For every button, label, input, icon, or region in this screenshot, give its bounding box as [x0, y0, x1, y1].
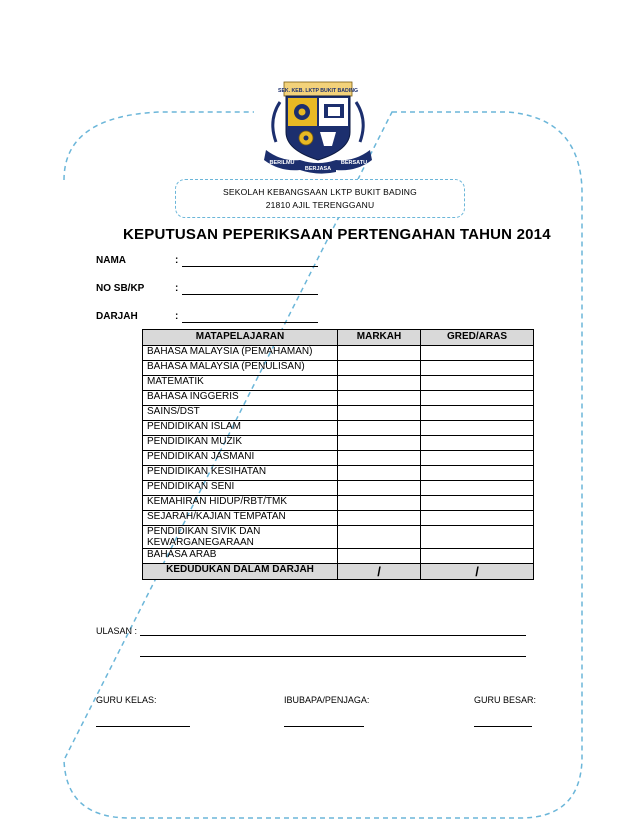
marks-cell[interactable] [338, 466, 421, 481]
marks-cell[interactable] [338, 496, 421, 511]
school-info-box [175, 179, 465, 218]
table-row [143, 406, 534, 421]
marks-cell[interactable] [338, 481, 421, 496]
name-colon: : [175, 255, 179, 266]
table-row [143, 436, 534, 451]
class-position-row [143, 564, 534, 580]
table-row [143, 549, 534, 564]
remarks-label: ULASAN : [96, 626, 138, 636]
grade-cell[interactable] [421, 436, 534, 451]
parent-label: IBUBAPA/PENJAGA: [284, 695, 370, 705]
class-teacher-label: GURU KELAS: [96, 695, 157, 705]
table-row [143, 526, 534, 549]
position-marks-cell[interactable]: / [338, 564, 421, 580]
subject-cell: BAHASA ARAB [143, 549, 338, 564]
school-crest-logo [262, 80, 374, 176]
headmaster-label: GURU BESAR: [474, 695, 537, 705]
subject-line-1: PENDIDIKAN SIVIK DAN [147, 526, 261, 537]
marks-cell[interactable] [338, 421, 421, 436]
marks-cell[interactable] [338, 436, 421, 451]
table-row [143, 361, 534, 376]
table-header-row [143, 330, 534, 346]
grade-cell[interactable] [421, 391, 534, 406]
subject-cell: BAHASA MALAYSIA (PENULISAN) [143, 361, 338, 376]
grade-cell[interactable] [421, 466, 534, 481]
grade-cell[interactable] [421, 481, 534, 496]
name-field[interactable] [182, 255, 318, 267]
svg-text:BERSATU: BERSATU [340, 160, 368, 166]
table-row [143, 481, 534, 496]
subject-cell: MATEMATIK [143, 376, 338, 391]
table-row [143, 421, 534, 436]
id-colon: : [175, 283, 179, 294]
table-row [143, 496, 534, 511]
subject-cell: BAHASA INGGERIS [143, 391, 338, 406]
table-row [143, 451, 534, 466]
subject-cell [143, 526, 338, 549]
table-row [143, 346, 534, 361]
grade-header: GRED/ARAS [421, 330, 534, 346]
class-teacher-signature-line[interactable] [96, 726, 190, 727]
subject-cell: SEJARAH/KAJIAN TEMPATAN [143, 511, 338, 526]
svg-text:BERILMU: BERILMU [269, 160, 295, 166]
id-label: NO SB/KP [96, 283, 145, 294]
remarks-line-1[interactable] [140, 626, 526, 636]
marks-header: MARKAH [338, 330, 421, 346]
headmaster-signature-line[interactable] [474, 726, 532, 727]
table-row [143, 466, 534, 481]
svg-text:BERJASA: BERJASA [304, 166, 332, 172]
class-field[interactable] [182, 311, 318, 323]
subject-cell: SAINS/DST [143, 406, 338, 421]
grade-cell[interactable] [421, 376, 534, 391]
class-colon: : [175, 311, 179, 322]
marks-cell[interactable] [338, 406, 421, 421]
remarks-line-2[interactable] [140, 647, 526, 657]
class-label: DARJAH [96, 311, 138, 322]
table-row [143, 511, 534, 526]
grade-cell[interactable] [421, 421, 534, 436]
marks-cell[interactable] [338, 391, 421, 406]
position-grade-cell[interactable]: / [421, 564, 534, 580]
marks-cell[interactable] [338, 451, 421, 466]
marks-cell[interactable] [338, 549, 421, 564]
grade-cell[interactable] [421, 549, 534, 564]
grade-cell[interactable] [421, 406, 534, 421]
subject-cell: BAHASA MALAYSIA (PEMAHAMAN) [143, 346, 338, 361]
grade-cell[interactable] [421, 346, 534, 361]
grade-cell[interactable] [421, 526, 534, 549]
parent-signature-line[interactable] [284, 726, 364, 727]
marks-cell[interactable] [338, 346, 421, 361]
subject-cell: PENDIDIKAN SENI [143, 481, 338, 496]
marks-cell[interactable] [338, 511, 421, 526]
subject-cell: KEMAHIRAN HIDUP/RBT/TMK [143, 496, 338, 511]
subject-cell: PENDIDIKAN MUZIK [143, 436, 338, 451]
grade-cell[interactable] [421, 361, 534, 376]
grade-cell[interactable] [421, 451, 534, 466]
school-name: SEKOLAH KEBANGSAAN LKTP BUKIT BADING [223, 187, 417, 197]
id-field[interactable] [182, 283, 318, 295]
table-row [143, 376, 534, 391]
class-position-label: KEDUDUKAN DALAM DARJAH [143, 564, 338, 580]
grade-cell[interactable] [421, 496, 534, 511]
subject-cell: PENDIDIKAN JASMANI [143, 451, 338, 466]
grade-cell[interactable] [421, 511, 534, 526]
report-title: KEPUTUSAN PEPERIKSAAN PERTENGAHAN TAHUN 2014 [123, 226, 551, 243]
name-label: NAMA [96, 255, 126, 266]
subject-line-2: KEWARGANEGARAAN [147, 537, 254, 548]
marks-cell[interactable] [338, 376, 421, 391]
marks-cell[interactable] [338, 526, 421, 549]
subject-cell: PENDIDIKAN KESIHATAN [143, 466, 338, 481]
subject-cell: PENDIDIKAN ISLAM [143, 421, 338, 436]
table-row [143, 391, 534, 406]
subject-header: MATAPELAJARAN [143, 330, 338, 346]
school-address: 21810 AJIL TERENGGANU [265, 200, 375, 210]
results-table [142, 329, 534, 580]
marks-cell[interactable] [338, 361, 421, 376]
svg-text:SEK. KEB. LKTP BUKIT BADING: SEK. KEB. LKTP BUKIT BADING [277, 88, 359, 94]
